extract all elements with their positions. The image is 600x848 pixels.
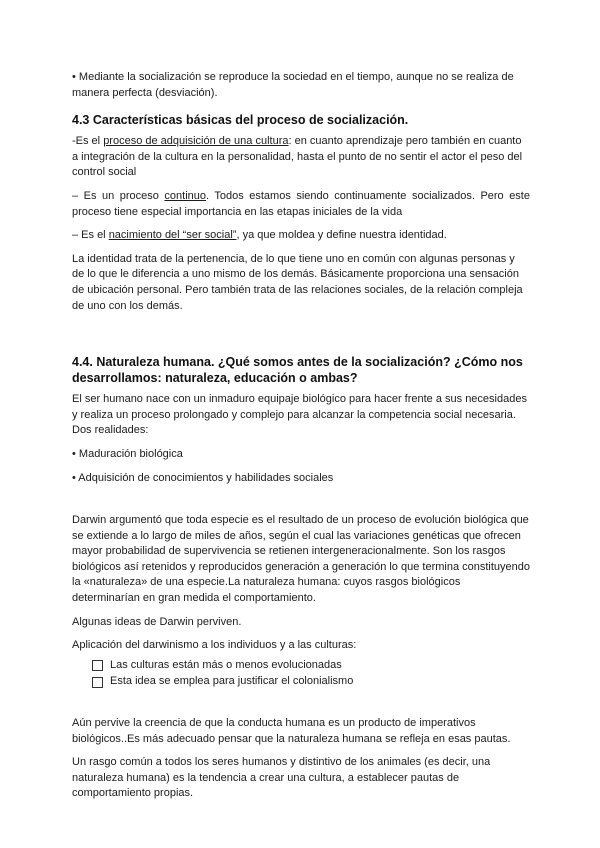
text-segment: . Todos estamos siendo continuamente socializados. Pero este proceso tiene especial importancia en las etapas iniciales de la vida [72, 189, 530, 218]
paragraph-darwin: Darwin argumentó que toda especie es el resultado de un proceso de evolución biológica que se extiende a lo largo de miles de años, según el cual las variaciones genéticas que ofrecen mayor probabilidad de supervivencia se retienen intergeneracionalmente. Son los rasgos biológicos así retenidos y reproducidos generación a generación lo que termina constituyendo la «naturaleza» de una especie.La naturaleza humana: cuyos rasgos biológicos determinarían en gran medida el comportamiento. [72, 514, 531, 605]
paragraph-darwinism-application: Aplicación del darwinismo a los individuos y a las culturas: [72, 639, 357, 652]
document-page [72, 70, 530, 802]
bullet-social-skills: • Adquisición de conocimientos y habilidades sociales [72, 471, 334, 484]
checkbox-label: Las culturas están más o menos evolucionadas [110, 658, 342, 671]
paragraph-acquisition [72, 134, 530, 181]
underlined-term: continuo [164, 189, 206, 202]
paragraph-biological-imperatives: Aún pervive la creencia de que la conducta humana es un producto de imperativos biológicos..Es más adecuado pensar que la naturaleza humana se refleja en esas pautas. [72, 717, 511, 745]
text-segment: , ya que moldea y define nuestra identidad. [236, 229, 447, 242]
text-segment: -Es el [72, 135, 104, 148]
checkbox-label: Esta idea se emplea para justificar el colonialismo [110, 675, 354, 688]
paragraph-common-trait: Un rasgo común a todos los seres humanos y distintivo de los animales (es decir, una naturaleza humana) es la tendencia a crear una cultura, a establecer pautas de comportamiento propias. [72, 756, 491, 800]
section-heading-4-4: 4.4. Naturaleza humana. ¿Qué somos antes de la socialización? ¿Cómo nos desarrollamos: naturaleza, educación o ambas? [72, 355, 523, 386]
paragraph-continuous [72, 189, 530, 220]
paragraph-social-being [72, 228, 530, 244]
checkbox-icon [92, 677, 103, 688]
text-segment: : en cuanto aprendizaje pero también en cuanto a integración de la cultura en la personalidad, hasta el punto de no sentir el actor el peso del control social [72, 135, 523, 179]
checkbox-icon [92, 660, 103, 671]
section-heading-4-3: 4.3 Características básicas del proceso de socialización. [72, 113, 409, 128]
checkbox-item-cultures [92, 658, 530, 674]
checkbox-item-colonialism [92, 674, 530, 690]
text-segment: – Es un proceso [72, 189, 165, 202]
paragraph-darwin-ideas: Algunas ideas de Darwin perviven. [72, 615, 242, 628]
intro-bullet: • Mediante la socialización se reproduce la sociedad en el tiempo, aunque no se realiza de manera perfecta (desviación). [72, 71, 514, 99]
paragraph-identity: La identidad trata de la pertenencia, de lo que tiene uno en común con algunas personas y de lo que le diferencia a uno mismo de los demás. Básicamente proporciona una sensación de ubicación personal. Pero también trata de las relaciones sociales, de la relación compleja de uno con los demás. [72, 252, 523, 312]
underlined-term: proceso de adquisición de una cultura [103, 135, 289, 148]
paragraph-human-being: El ser humano nace con un inmaduro equipaje biológico para hacer frente a sus necesidades y realiza un proceso prolongado y complejo para alcanzar la competencia social necesaria. Dos realidades: [72, 393, 527, 437]
underlined-term: nacimiento del “ser social” [108, 229, 237, 242]
text-segment: – Es el [72, 229, 109, 242]
bullet-biological-maturation: • Maduración biológica [72, 447, 183, 460]
